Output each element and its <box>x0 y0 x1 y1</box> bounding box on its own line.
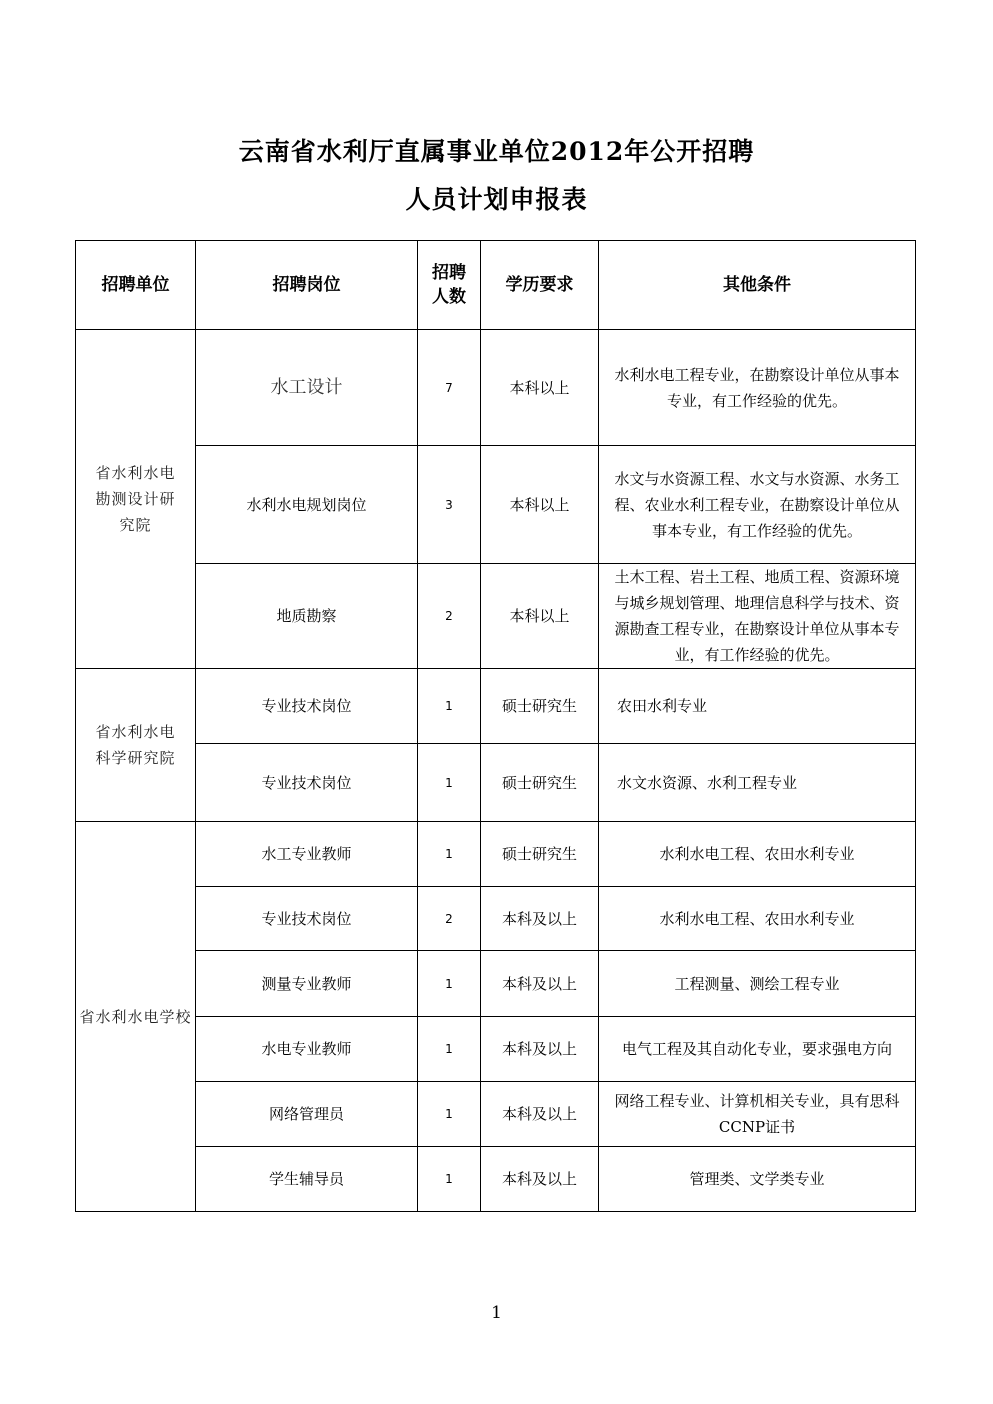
count-cell: 7 <box>418 330 481 446</box>
document-title-line1: 云南省水利厅直属事业单位2012年公开招聘 <box>238 137 755 166</box>
post-cell: 专业技术岗位 <box>196 887 418 951</box>
post-cell: 专业技术岗位 <box>196 744 418 822</box>
page-number: 1 <box>491 1303 502 1323</box>
edu-cell: 硕士研究生 <box>481 744 599 822</box>
other-cell: 水文与水资源工程、水文与水资源、水务工程、农业水利工程专业，在勘察设计单位从事本专业，有工作经验的优先。 <box>599 446 916 564</box>
post-cell: 地质勘察 <box>196 564 418 669</box>
table-row <box>76 1082 916 1147</box>
edu-cell: 本科及以上 <box>481 1017 599 1082</box>
edu-cell: 本科及以上 <box>481 1082 599 1147</box>
post-cell: 水工专业教师 <box>196 822 418 887</box>
post-cell: 网络管理员 <box>196 1082 418 1147</box>
edu-cell: 本科及以上 <box>481 887 599 951</box>
edu-cell: 本科及以上 <box>481 1147 599 1212</box>
count-cell: 1 <box>418 744 481 822</box>
post-cell: 学生辅导员 <box>196 1147 418 1212</box>
table-row <box>76 1017 916 1082</box>
post-cell: 测量专业教师 <box>196 951 418 1017</box>
unit-cell: 省水利水电科学研究院 <box>76 669 196 822</box>
table-row <box>76 744 916 822</box>
count-cell: 3 <box>418 446 481 564</box>
edu-cell: 本科以上 <box>481 564 599 669</box>
table-row <box>76 887 916 951</box>
other-cell: 管理类、文学类专业 <box>599 1147 916 1212</box>
post-cell: 水工设计 <box>196 330 418 446</box>
count-cell: 1 <box>418 669 481 744</box>
document-title-line2: 人员计划申报表 <box>405 185 588 214</box>
table-row <box>76 1147 916 1212</box>
recruitment-plan-table <box>75 240 916 1212</box>
header-unit: 招聘单位 <box>76 241 196 330</box>
unit-cell: 省水利水电勘测设计研究院 <box>76 330 196 669</box>
other-cell: 水文水资源、水利工程专业 <box>599 744 916 822</box>
count-cell: 2 <box>418 564 481 669</box>
edu-cell: 硕士研究生 <box>481 669 599 744</box>
table-row <box>76 330 916 446</box>
table-row <box>76 669 916 744</box>
other-cell: 农田水利专业 <box>599 669 916 744</box>
other-cell: 水利水电工程专业，在勘察设计单位从事本专业，有工作经验的优先。 <box>599 330 916 446</box>
count-cell: 2 <box>418 887 481 951</box>
count-cell: 1 <box>418 822 481 887</box>
unit-cell: 省水利水电学校 <box>76 822 196 1212</box>
edu-cell: 本科及以上 <box>481 951 599 1017</box>
header-other: 其他条件 <box>599 241 916 330</box>
post-cell: 水电专业教师 <box>196 1017 418 1082</box>
count-cell: 1 <box>418 1082 481 1147</box>
count-cell: 1 <box>418 1017 481 1082</box>
count-cell: 1 <box>418 951 481 1017</box>
other-cell: 土木工程、岩土工程、地质工程、资源环境与城乡规划管理、地理信息科学与技术、资源勘查工程专业，在勘察设计单位从事本专业，有工作经验的优先。 <box>599 564 916 669</box>
count-cell: 1 <box>418 1147 481 1212</box>
header-count: 招聘人数 <box>418 241 481 330</box>
other-cell: 水利水电工程、农田水利专业 <box>599 822 916 887</box>
header-edu: 学历要求 <box>481 241 599 330</box>
table-row <box>76 822 916 887</box>
table-header-row <box>76 241 916 330</box>
post-cell: 专业技术岗位 <box>196 669 418 744</box>
header-post: 招聘岗位 <box>196 241 418 330</box>
other-cell: 水利水电工程、农田水利专业 <box>599 887 916 951</box>
edu-cell: 硕士研究生 <box>481 822 599 887</box>
other-cell: 电气工程及其自动化专业，要求强电方向 <box>599 1017 916 1082</box>
edu-cell: 本科以上 <box>481 330 599 446</box>
table-row <box>76 446 916 564</box>
post-cell: 水利水电规划岗位 <box>196 446 418 564</box>
other-cell: 工程测量、测绘工程专业 <box>599 951 916 1017</box>
table-row <box>76 564 916 669</box>
table-row <box>76 951 916 1017</box>
other-cell: 网络工程专业、计算机相关专业，具有思科CCNP证书 <box>599 1082 916 1147</box>
edu-cell: 本科以上 <box>481 446 599 564</box>
